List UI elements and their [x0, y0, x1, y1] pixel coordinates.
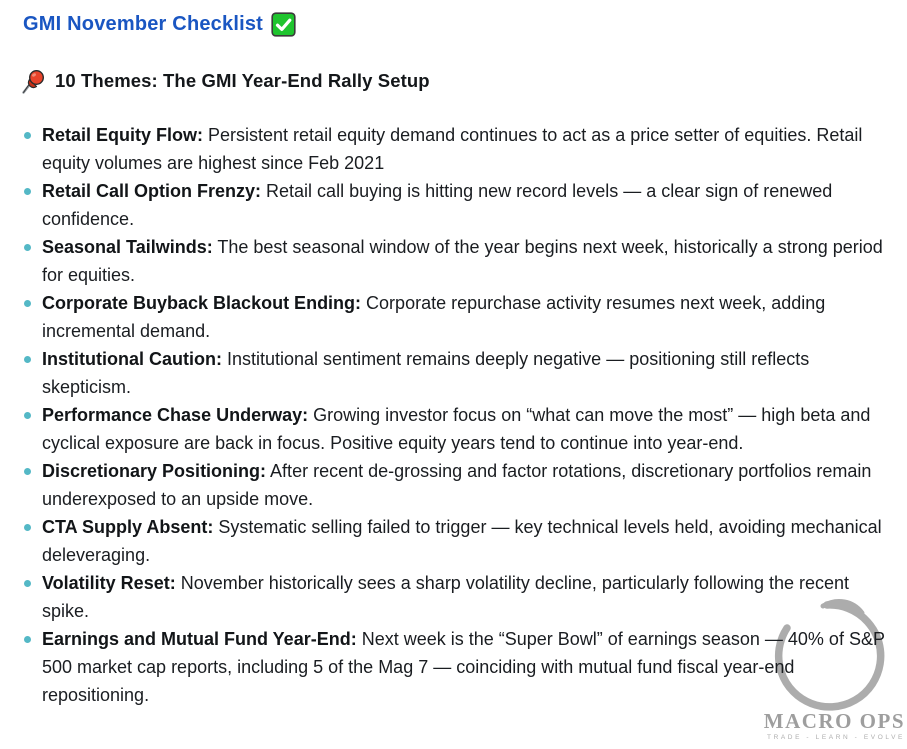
theme-label: Institutional Caution:	[42, 349, 222, 369]
theme-text: The best seasonal window of the year begins next week, historically a strong period for equities.	[42, 237, 883, 285]
theme-text: Institutional sentiment remains deeply negative — positioning still reflects skepticism.	[42, 349, 810, 397]
list-item	[42, 457, 887, 513]
list-item	[42, 513, 887, 569]
section-heading: 10 Themes: The GMI Year-End Rally Setup	[55, 70, 430, 91]
theme-text: Corporate repurchase activity resumes next week, adding incremental demand.	[42, 293, 826, 341]
theme-label: Earnings and Mutual Fund Year-End:	[42, 629, 357, 649]
theme-text: Retail call buying is hitting new record levels — a clear sign of renewed confidence.	[42, 181, 833, 229]
theme-label: CTA Supply Absent:	[42, 517, 214, 537]
theme-label: Seasonal Tailwinds:	[42, 237, 213, 257]
list-item	[42, 289, 887, 345]
section-heading-row	[20, 66, 907, 96]
theme-text: November historically sees a sharp volatility decline, particularly following the recent spike.	[42, 573, 850, 621]
document-title-link[interactable]: GMI November Checklist	[23, 12, 264, 35]
theme-text: Growing investor focus on “what can move the most” — high beta and cyclical exposure are back in focus. Positive equity years tend to continue into year-end.	[42, 405, 871, 453]
themes-list	[0, 121, 887, 709]
theme-text: Next week is the “Super Bowl” of earnings season — 40% of S&P 500 market cap reports, including 5 of the Mag 7 — coinciding with mutual fund fiscal year-end repositioning.	[42, 629, 885, 705]
theme-text: Persistent retail equity demand continues to act as a price setter of equities. Retail equity volumes are highest since Feb 2021	[42, 125, 863, 173]
theme-label: Corporate Buyback Blackout Ending:	[42, 293, 362, 313]
theme-text: Systematic selling failed to trigger — key technical levels held, avoiding mechanical deleveraging.	[42, 517, 882, 565]
theme-label: Volatility Reset:	[42, 573, 176, 593]
document	[0, 10, 907, 709]
green-check-icon	[271, 12, 296, 37]
watermark-brand: MACRO OPS	[763, 709, 905, 733]
theme-label: Retail Equity Flow:	[42, 125, 204, 145]
list-item	[42, 177, 887, 233]
theme-label: Retail Call Option Frenzy:	[42, 181, 262, 201]
theme-text: After recent de-grossing and factor rotations, discretionary portfolios remain underexposed to an upside move.	[42, 461, 872, 509]
watermark-tagline: TRADE - LEARN - EVOLVE	[767, 734, 905, 741]
list-item	[42, 345, 887, 401]
list-item	[42, 625, 887, 709]
pushpin-icon	[20, 68, 46, 94]
theme-label: Discretionary Positioning:	[42, 461, 267, 481]
document-header	[23, 10, 907, 38]
list-item	[42, 233, 887, 289]
theme-label: Performance Chase Underway:	[42, 405, 309, 425]
list-item	[42, 401, 887, 457]
list-item	[42, 569, 887, 625]
list-item	[42, 121, 887, 177]
